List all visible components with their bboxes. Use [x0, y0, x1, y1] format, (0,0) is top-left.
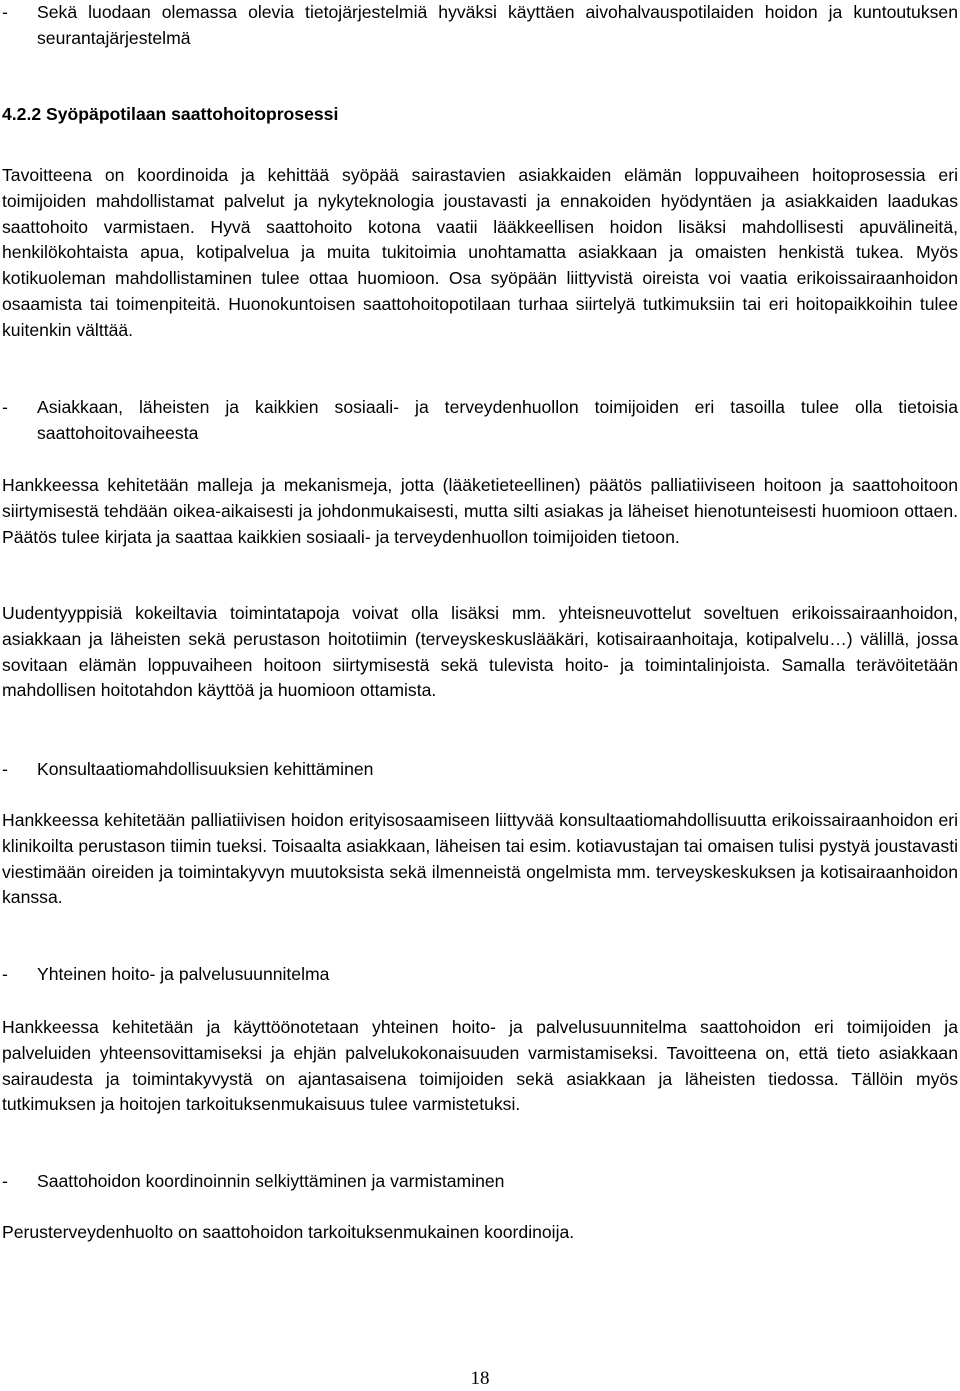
bullet-dash: - — [2, 2, 8, 22]
bullet-item — [2, 757, 958, 783]
paragraph: Hankkeessa kehitetään malleja ja mekanismeja, jotta (lääketieteellinen) päätös palliatiiviseen hoitoon ja saattohoitoon siirtymisestä tehdään oikea-aikaisesti ja johdonmukaisesti, mutta silti asiakas ja läheiset hienotunteisesti huomioon ottaen. Päätös tulee kirjata ja saattaa kaikkien sosiaali- ja terveydenhuollon toimijoiden tietoon. — [2, 475, 958, 547]
bullet-text: Konsultaatiomahdollisuuksien kehittäminen — [37, 759, 374, 779]
bullet-item — [2, 395, 958, 447]
paragraph: Tavoitteena on koordinoida ja kehittää syöpää sairastavien asiakkaiden elämän loppuvaiheen hoitoprosessia eri toimijoiden mahdollistamat palvelut ja nykyteknologia joustavasti ja ennakoiden hyödyntäen ja asiakkaiden laadukas saattohoito varmistaen. Hyvä saattohoito kotona vaatii lääkkeellisen hoidon lisäksi mahdollisesti apuvälineitä, henkilökohtaista apua, kotipalvelua ja muita tukitoimia unohtamatta asiakkaan ja omaisten henkistä tukea. Myös kotikuoleman mahdollistaminen tulee ottaa huomioon. Osa syöpään liittyvistä oireista voi vaatia erikoissairaanhoidon osaamista tai toimenpiteitä. Huonokuntoisen saattohoitopotilaan turhaa siirtelyä tutkimuksiin tai eri hoitopaikkoihin tulee kuitenkin välttää. — [2, 165, 958, 340]
bullet-dash: - — [2, 964, 8, 984]
paragraph: Hankkeessa kehitetään ja käyttöönotetaan yhteinen hoito- ja palvelusuunnitelma saattohoidon eri toimijoiden ja palveluiden yhteensovittamiseksi ja ehjän palvelukokonaisuuden varmistamiseksi. Tavoitteena on, että tieto asiakkaan sairaudesta ja toimintakyvystä on ajantasaisena toimijoiden sekä asiakkaan ja läheisten tiedossa. Tällöin myös tutkimuksen ja hoitojen tarkoituksenmukaisuus tulee varmistetuksi. — [2, 1017, 958, 1115]
bullet-item — [2, 0, 958, 52]
bullet-dash: - — [2, 759, 8, 779]
bullet-dash: - — [2, 1171, 8, 1191]
section-heading: 4.2.2 Syöpäpotilaan saattohoitoprosessi — [2, 104, 339, 124]
bullet-text: Sekä luodaan olemassa olevia tietojärjestelmiä hyväksi käyttäen aivohalvauspotilaiden hoidon ja kuntoutuksen seurantajärjestelmä — [37, 2, 958, 48]
bullet-text: Saattohoidon koordinoinnin selkiyttäminen ja varmistaminen — [37, 1171, 505, 1191]
bullet-text: Yhteinen hoito- ja palvelusuunnitelma — [37, 964, 330, 984]
page-number: 18 — [470, 1368, 490, 1389]
bullet-dash: - — [2, 397, 8, 417]
paragraph: Uudentyyppisiä kokeiltavia toimintatapoja voivat olla lisäksi mm. yhteisneuvottelut soveltuen erikoissairaanhoidon, asiakkaan ja läheisten sekä perustason hoitotiimin (terveyskeskuslääkäri, kotisairaanhoitaja, kotipalvelu…) välillä, jossa sovitaan elämän loppuvaiheen hoitoon siirtymisestä sekä tulevista hoito- ja toimintalinjoista. Samalla terävöitetään mahdollisen hoitotahdon käyttöä ja huomioon ottamista. — [2, 603, 958, 701]
bullet-item — [2, 1169, 958, 1195]
paragraph: Hankkeessa kehitetään palliatiivisen hoidon erityisosaamiseen liittyvää konsultaatiomahdollisuutta erikoissairaanhoidon eri klinikoilta perustason tiimin tueksi. Toisaalta asiakkaan, läheisen tai esim. kotiavustajan tai omaisen tulisi pystyä joustavasti viestimään oireiden ja toimintakyvyn muutoksista sekä ilmenneistä ongelmista mm. terveyskeskuksen ja kotisairaanhoidon kanssa. — [2, 810, 958, 908]
paragraph: Perusterveydenhuolto on saattohoidon tarkoituksenmukainen koordinoija. — [2, 1222, 575, 1242]
bullet-text: Asiakkaan, läheisten ja kaikkien sosiaali- ja terveydenhuollon toimijoiden eri tasoilla tulee olla tietoisia saattohoitovaiheesta — [37, 397, 958, 443]
bullet-item — [2, 962, 958, 988]
